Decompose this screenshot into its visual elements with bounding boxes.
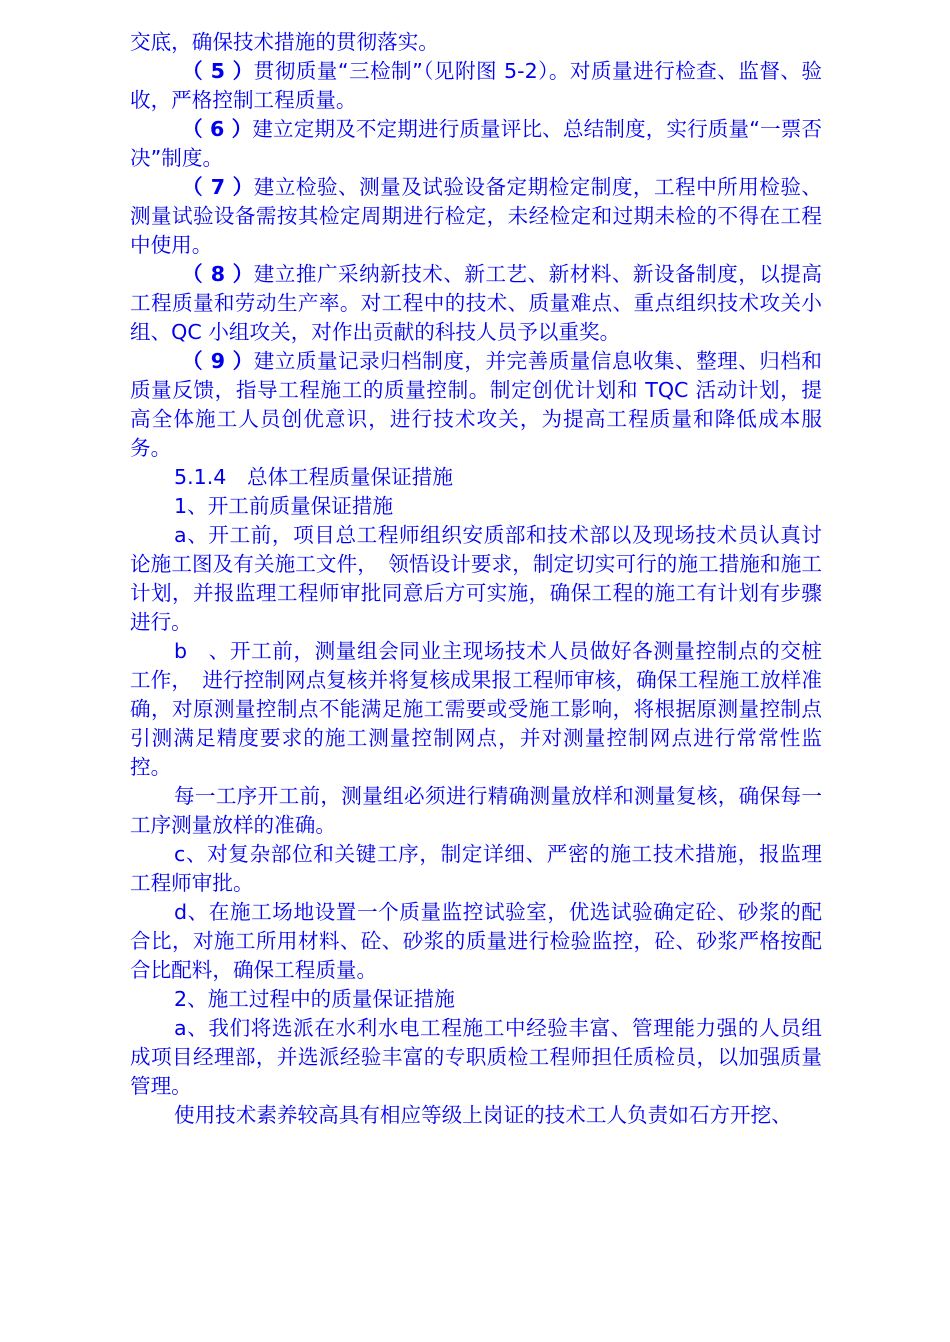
paragraph xyxy=(130,898,822,985)
paragraph-text: 建立检验、测量及试验设备定期检定制度，工程中所用检验、测量试验设备需按其检定周期进行检定，未经检定和过期未检的不得在工程中使用。 xyxy=(130,175,823,257)
item-number: （ 9 ） xyxy=(182,349,254,373)
paragraph-text: d、在施工场地设置一个质量监控试验室，优选试验确定砼、砂浆的配合比，对施工所用材料、砼、砂浆的质量进行检验监控，砼、砂浆严格按配合比配料，确保工程质量。 xyxy=(130,900,822,982)
numbered-paragraph xyxy=(130,260,822,347)
paragraph xyxy=(130,28,822,57)
paragraph-text: 使用技术素养较高具有相应等级上岗证的技术工人负责如石方开挖、 xyxy=(174,1103,792,1127)
paragraph-text: 建立质量记录归档制度，并完善质量信息收集、整理、归档和质量反馈，指导工程施工的质量控制。制定创优计划和 TQC 活动计划，提高全体施工人员创优意识，进行技术攻关，为提高工程质量和降低成本服务。 xyxy=(130,349,823,460)
paragraph-text: 每一工序开工前，测量组必须进行精确测量放样和测量复核，确保每一工序测量放样的准确。 xyxy=(130,784,822,837)
paragraph-text: a、我们将选派在水利水电工程施工中经验丰富、管理能力强的人员组成项目经理部，并选派经验丰富的专职质检工程师担任质检员，以加强质量管理。 xyxy=(130,1016,822,1098)
item-number: （ 7 ） xyxy=(182,175,254,199)
subsection-heading xyxy=(130,985,822,1014)
paragraph xyxy=(130,521,822,637)
item-number: （ 8 ） xyxy=(182,262,254,286)
numbered-paragraph xyxy=(130,173,822,260)
paragraph xyxy=(130,637,822,782)
paragraph-text: 交底，确保技术措施的贯彻落实。 xyxy=(130,30,439,54)
paragraph xyxy=(130,782,822,840)
paragraph-text: 1、开工前质量保证措施 xyxy=(174,494,394,518)
subsection-heading xyxy=(130,492,822,521)
section-heading xyxy=(130,463,822,492)
paragraph-text: b 、开工前，测量组会同业主现场技术人员做好各测量控制点的交桩工作， 进行控制网点复核并将复核成果报工程师审核，确保工程施工放样准确，对原测量控制点不能满足施工需要或受施工影响，将根据原测量控制点引测满足精度要求的施工测量控制网点，并对测量控制网点进行常常性监控。 xyxy=(130,639,822,779)
paragraph-text: c、对复杂部位和关键工序，制定详细、严密的施工技术措施，报监理工程师审批。 xyxy=(130,842,822,895)
numbered-paragraph xyxy=(130,347,822,463)
paragraph-text: 5.1.4 总体工程质量保证措施 xyxy=(174,465,453,489)
item-number: （ 5 ） xyxy=(182,59,254,83)
paragraph-text: 贯彻质量“三检制”（见附图 5-2）。对质量进行检查、监督、验收，严格控制工程质量。 xyxy=(130,59,822,112)
numbered-paragraph xyxy=(130,57,822,115)
document-page xyxy=(130,28,822,1130)
paragraph-text: 建立定期及不定期进行质量评比、总结制度，实行质量“一票否决”制度。 xyxy=(130,117,823,170)
paragraph xyxy=(130,1101,822,1130)
numbered-paragraph xyxy=(130,115,822,173)
item-number: （ 6 ） xyxy=(182,117,253,141)
paragraph-text: 2、施工过程中的质量保证措施 xyxy=(174,987,455,1011)
paragraph-text: 建立推广采纳新技术、新工艺、新材料、新设备制度，以提高工程质量和劳动生产率。对工程中的技术、质量难点、重点组织技术攻关小组、QC 小组攻关，对作出贡献的科技人员予以重奖。 xyxy=(130,262,823,344)
paragraph xyxy=(130,840,822,898)
paragraph xyxy=(130,1014,822,1101)
paragraph-text: a、开工前，项目总工程师组织安质部和技术部以及现场技术员认真讨论施工图及有关施工文件， 领悟设计要求，制定切实可行的施工措施和施工计划，并报监理工程师审批同意后方可实施，确保工程的施工有计划有步骤进行。 xyxy=(130,523,822,634)
